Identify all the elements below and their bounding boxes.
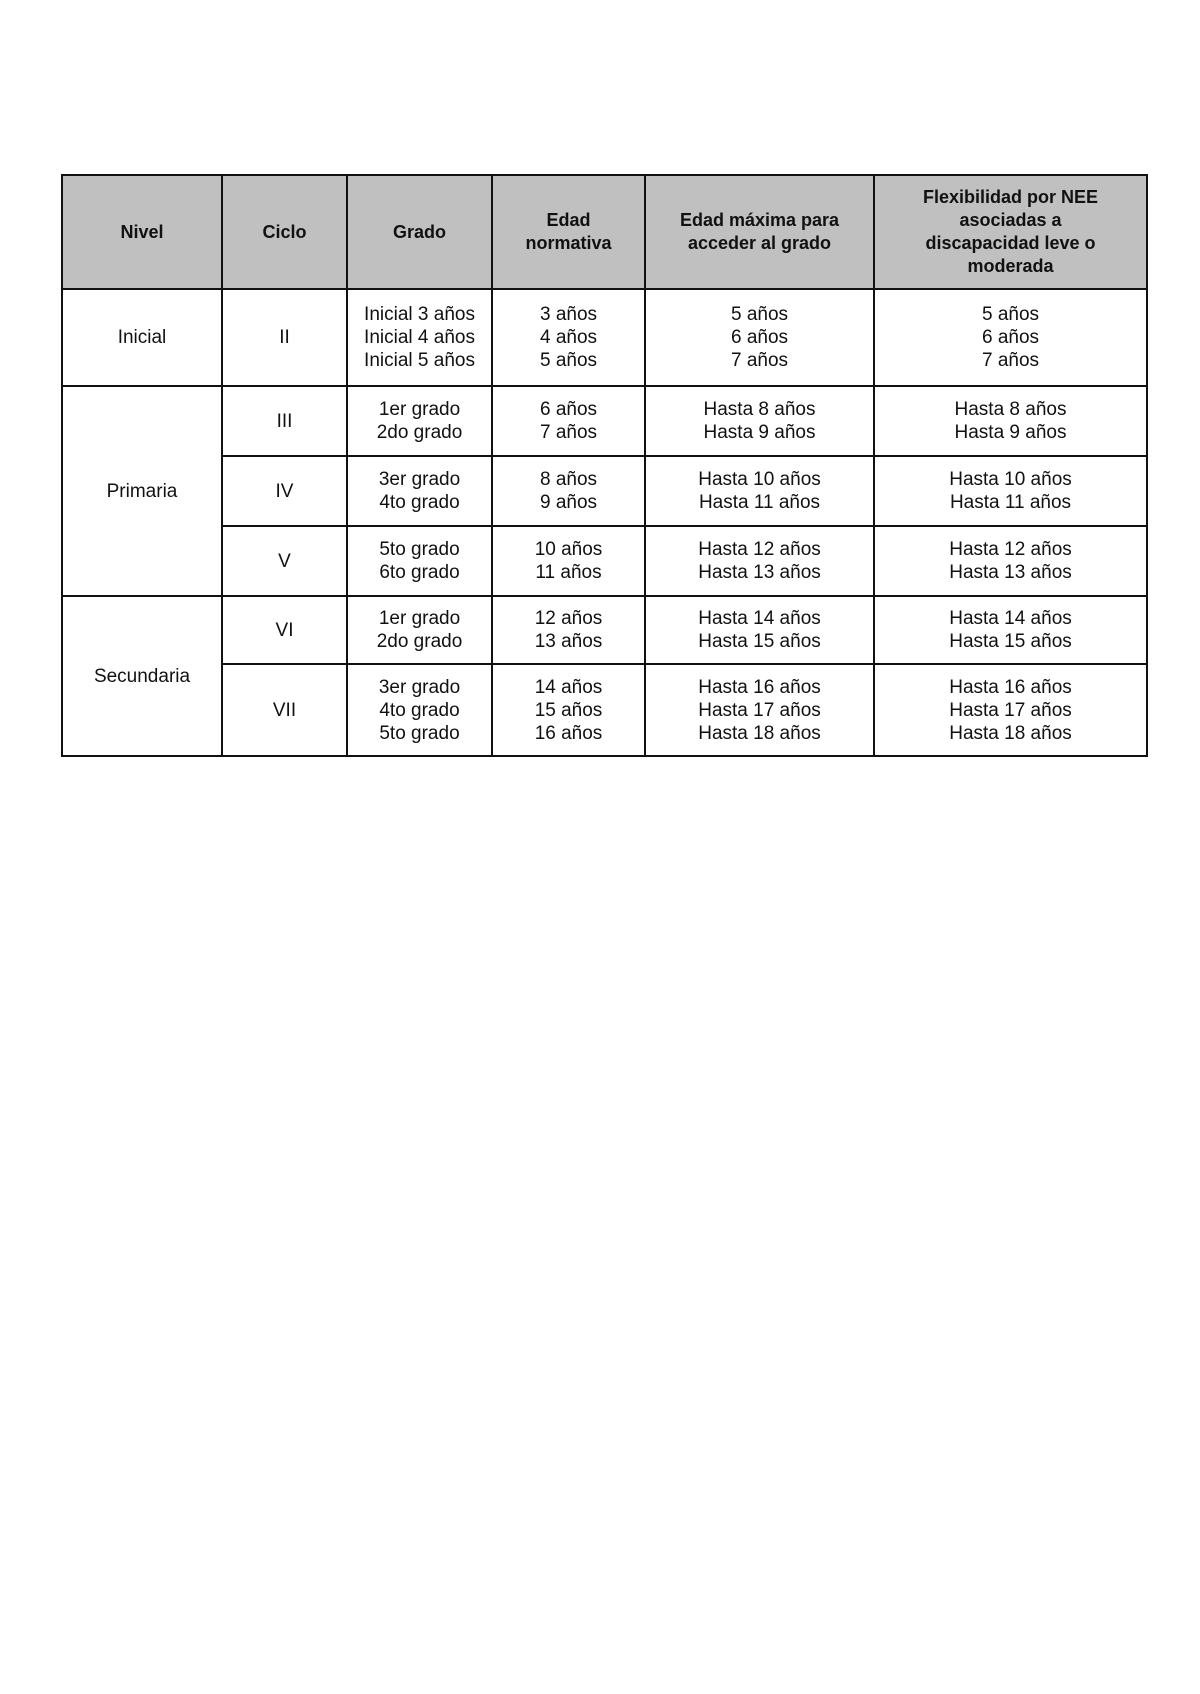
cell-line: Inicial 4 años xyxy=(364,327,475,348)
cell-line: discapacidad leve o xyxy=(925,233,1096,253)
cell-line: Hasta 17 años xyxy=(949,699,1072,721)
header-grado: Grado xyxy=(347,175,492,289)
cell-line: Hasta 14 años xyxy=(949,608,1072,629)
cell-edad-normativa xyxy=(492,664,645,756)
cell-ciclo: VII xyxy=(222,664,347,756)
cell-flexibilidad xyxy=(874,289,1147,386)
cell-line: 7 años xyxy=(730,350,789,371)
table-row xyxy=(62,456,1147,526)
cell-line: normativa xyxy=(525,233,612,253)
cell-line: asociadas a xyxy=(959,210,1062,230)
cell-grado xyxy=(347,596,492,664)
cell-line: 7 años xyxy=(539,422,598,443)
cell-line: Hasta 8 años xyxy=(954,399,1067,420)
cell-line: 2do grado xyxy=(376,631,463,652)
cell-line: 7 años xyxy=(981,350,1040,371)
cell-line: Hasta 18 años xyxy=(949,722,1072,744)
cell-nivel: Inicial xyxy=(62,289,222,386)
cell-line: 12 años xyxy=(534,608,603,629)
header-nivel: Nivel xyxy=(62,175,222,289)
header-row xyxy=(62,175,1147,289)
cell-edad-normativa xyxy=(492,456,645,526)
cell-line: Hasta 16 años xyxy=(698,676,821,698)
header-flexibilidad-text xyxy=(879,186,1142,278)
cell-line: 1er grado xyxy=(378,608,461,629)
cell-edad-maxima xyxy=(645,596,874,664)
cell-line: Edad xyxy=(546,210,591,230)
cell-line: 6to grado xyxy=(379,562,460,583)
cell-line: 3er grado xyxy=(378,676,461,698)
header-edad-normativa-text xyxy=(497,209,640,255)
cell-line: Hasta 16 años xyxy=(949,676,1072,698)
header-flexibilidad xyxy=(874,175,1147,289)
cell-line: 3 años xyxy=(539,304,598,325)
table-row xyxy=(62,386,1147,456)
cell-grado xyxy=(347,526,492,596)
cell-line: Hasta 9 años xyxy=(703,422,816,443)
cell-line: 10 años xyxy=(534,539,603,560)
cell-line: Edad máxima para xyxy=(679,210,840,230)
cell-flexibilidad xyxy=(874,664,1147,756)
table-body xyxy=(62,289,1147,756)
cell-grado xyxy=(347,456,492,526)
cell-line: Hasta 12 años xyxy=(698,539,821,560)
cell-line: 8 años xyxy=(539,469,598,490)
cell-line: 1er grado xyxy=(378,399,461,420)
cell-flexibilidad xyxy=(874,456,1147,526)
cell-line: Hasta 13 años xyxy=(698,562,821,583)
cell-line: 5to grado xyxy=(379,539,460,560)
cell-line: Hasta 18 años xyxy=(698,722,821,744)
cell-line: 5to grado xyxy=(379,722,460,744)
cell-line: Hasta 8 años xyxy=(703,399,816,420)
cell-line: Hasta 13 años xyxy=(949,562,1072,583)
cell-edad-maxima xyxy=(645,289,874,386)
cell-line: Hasta 14 años xyxy=(698,608,821,629)
cell-line: 4to grado xyxy=(379,492,460,513)
cell-line: 15 años xyxy=(534,699,603,721)
cell-line: Flexibilidad por NEE xyxy=(922,187,1099,207)
cell-line: acceder al grado xyxy=(687,233,832,253)
cell-line: 6 años xyxy=(539,399,598,420)
cell-ciclo: III xyxy=(222,386,347,456)
cell-nivel: Secundaria xyxy=(62,596,222,756)
table-row xyxy=(62,526,1147,596)
header-ciclo: Ciclo xyxy=(222,175,347,289)
cell-line: Hasta 17 años xyxy=(698,699,821,721)
cell-line: Hasta 11 años xyxy=(949,492,1072,513)
table-row xyxy=(62,664,1147,756)
cell-line: 6 años xyxy=(981,327,1040,348)
cell-edad-normativa xyxy=(492,596,645,664)
cell-ciclo: IV xyxy=(222,456,347,526)
cell-flexibilidad xyxy=(874,526,1147,596)
cell-line: 5 años xyxy=(539,350,598,371)
cell-line: Hasta 11 años xyxy=(698,492,821,513)
cell-line: 4 años xyxy=(539,327,598,348)
cell-line: 5 años xyxy=(981,304,1040,325)
cell-line: 5 años xyxy=(730,304,789,325)
cell-edad-maxima xyxy=(645,386,874,456)
cell-edad-maxima xyxy=(645,664,874,756)
cell-line: 16 años xyxy=(534,722,603,744)
cell-flexibilidad xyxy=(874,386,1147,456)
age-grade-table xyxy=(61,174,1148,757)
cell-line: Hasta 15 años xyxy=(949,631,1072,652)
cell-line: 4to grado xyxy=(379,699,460,721)
cell-line: Hasta 15 años xyxy=(698,631,821,652)
cell-ciclo: VI xyxy=(222,596,347,664)
cell-line: Hasta 12 años xyxy=(949,539,1072,560)
table-row xyxy=(62,596,1147,664)
cell-ciclo: II xyxy=(222,289,347,386)
cell-line: moderada xyxy=(967,256,1054,276)
cell-line: Inicial 3 años xyxy=(364,304,475,325)
table-header xyxy=(62,175,1147,289)
cell-line: 11 años xyxy=(535,562,602,583)
cell-ciclo: V xyxy=(222,526,347,596)
header-edad-maxima xyxy=(645,175,874,289)
cell-grado xyxy=(347,289,492,386)
cell-flexibilidad xyxy=(874,596,1147,664)
cell-line: 2do grado xyxy=(376,422,463,443)
cell-line: 9 años xyxy=(539,492,598,513)
cell-line: 13 años xyxy=(534,631,603,652)
cell-line: Hasta 10 años xyxy=(949,469,1072,490)
cell-line: 6 años xyxy=(730,327,789,348)
cell-edad-maxima xyxy=(645,456,874,526)
cell-grado xyxy=(347,386,492,456)
cell-line: 3er grado xyxy=(378,469,461,490)
table-row xyxy=(62,289,1147,386)
cell-line: 14 años xyxy=(534,676,603,698)
cell-edad-normativa xyxy=(492,526,645,596)
cell-edad-normativa xyxy=(492,386,645,456)
cell-edad-maxima xyxy=(645,526,874,596)
cell-line: Inicial 5 años xyxy=(364,350,475,371)
header-edad-maxima-text xyxy=(650,209,869,255)
header-edad-normativa xyxy=(492,175,645,289)
cell-line: Hasta 10 años xyxy=(698,469,821,490)
cell-grado xyxy=(347,664,492,756)
cell-nivel: Primaria xyxy=(62,386,222,596)
cell-edad-normativa xyxy=(492,289,645,386)
cell-line: Hasta 9 años xyxy=(954,422,1067,443)
